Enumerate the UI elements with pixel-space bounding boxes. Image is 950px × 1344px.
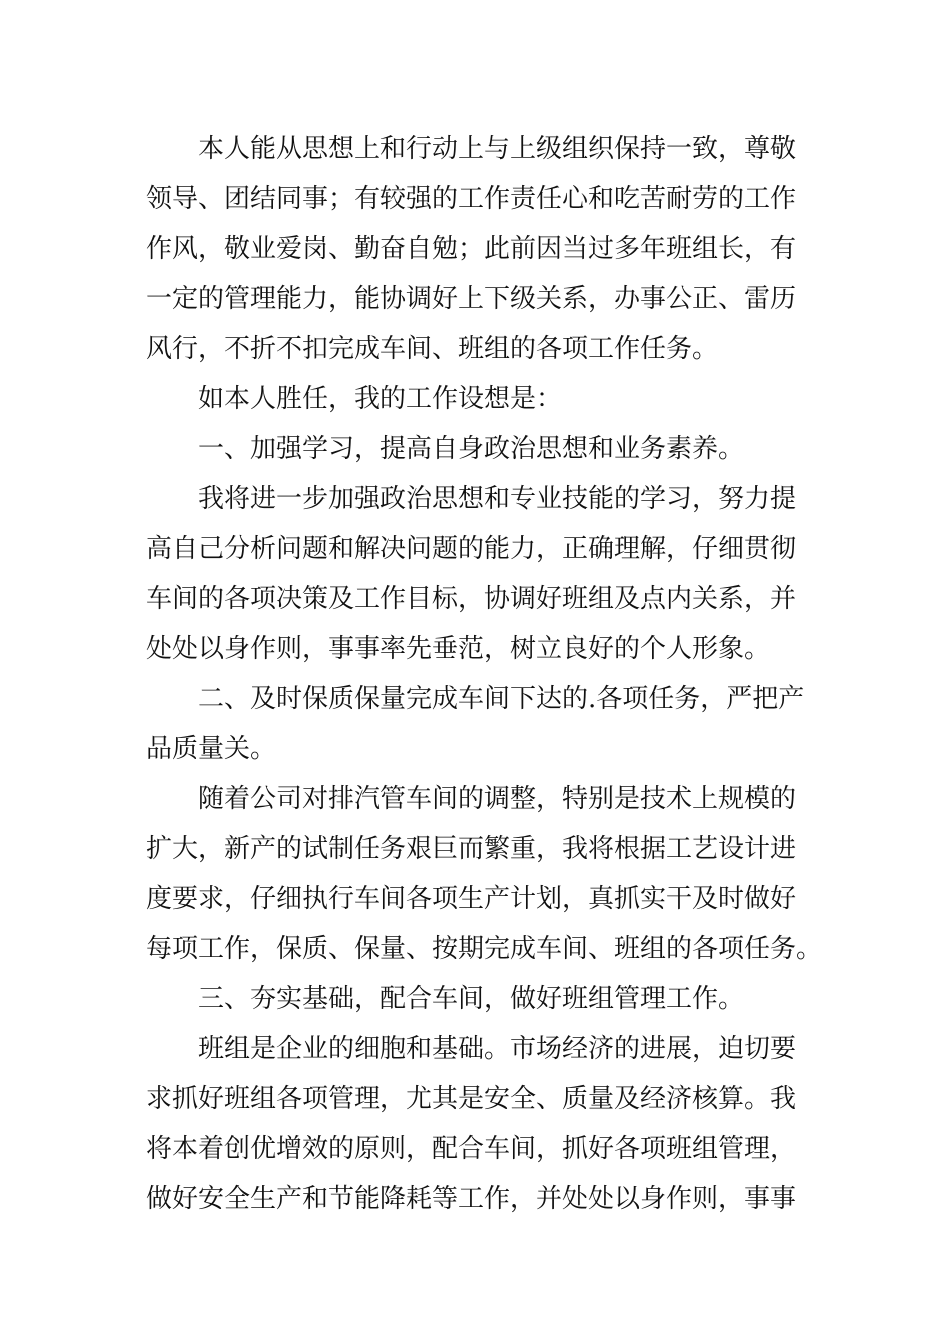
text-line-17: 每项工作，保质、保量、按期完成车间、班组的各项任务。 [146,934,823,964]
text-line-11: 处处以身作则，事事率先垂范，树立良好的个人形象。 [146,634,771,664]
text-line-14: 随着公司对排汽管车间的调整，特别是技术上规模的 [198,784,797,814]
text-line-10: 车间的各项决策及工作目标，协调好班组及点内关系，并 [146,584,797,614]
text-line-20: 求抓好班组各项管理，尤其是安全、质量及经济核算。我 [146,1084,797,1114]
text-line-9: 高自己分析问题和解决问题的能力，正确理解，仔细贯彻 [146,534,797,564]
text-line-13: 品质量关。 [146,734,277,764]
text-line-8: 我将进一步加强政治思想和专业技能的学习，努力提 [198,484,797,514]
text-line-18: 三、夯实基础，配合车间，做好班组管理工作。 [198,984,745,1014]
text-line-3: 作风，敬业爱岗、勤奋自勉；此前因当过多年班组长，有 [146,234,797,264]
text-line-15: 扩大，新产的试制任务艰巨而繁重，我将根据工艺设计进 [146,834,797,864]
document-body [146,124,823,1224]
text-line-4: 一定的管理能力，能协调好上下级关系，办事公正、雷历 [146,284,797,314]
text-line-5: 风行，不折不扣完成车间、班组的各项工作任务。 [146,334,719,364]
text-line-21: 将本着创优增效的原则，配合车间，抓好各项班组管理， [146,1134,797,1164]
text-line-2: 领导、团结同事；有较强的工作责任心和吃苦耐劳的工作 [146,184,797,214]
text-line-12: 二、及时保质保量完成车间下达的.各项任务，严把产 [198,684,805,714]
text-line-1: 本人能从思想上和行动上与上级组织保持一致，尊敬 [198,134,797,164]
text-line-22: 做好安全生产和节能降耗等工作，并处处以身作则，事事 [146,1184,797,1214]
text-line-7: 一、加强学习，提高自身政治思想和业务素养。 [198,434,745,464]
text-line-19: 班组是企业的细胞和基础。市场经济的进展，迫切要 [198,1034,797,1064]
text-line-16: 度要求，仔细执行车间各项生产计划，真抓实干及时做好 [146,884,797,914]
text-line-6: 如本人胜任，我的工作设想是： [198,384,563,414]
